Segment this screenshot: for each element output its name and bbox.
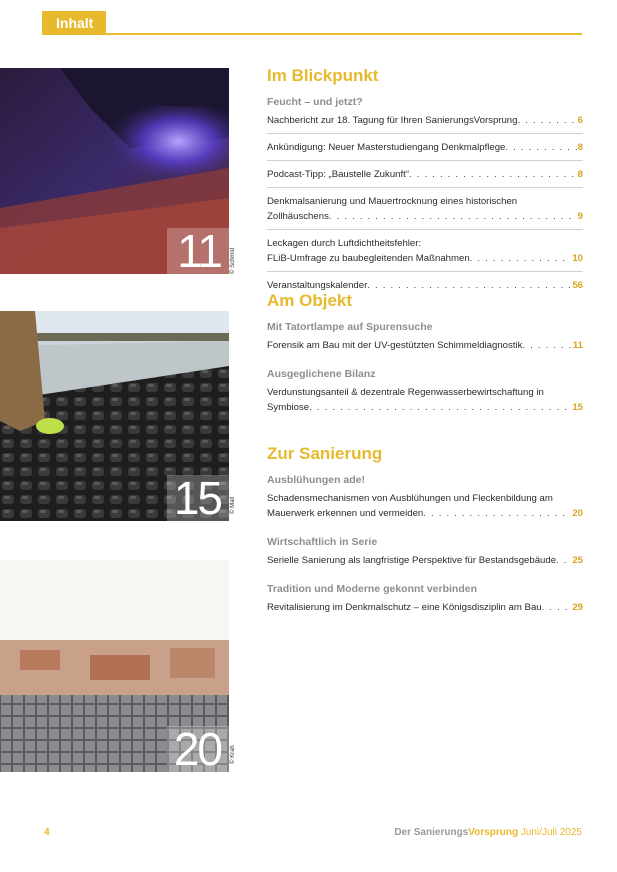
toc-text: Ankündigung: Neuer Masterstudiengang Denkmalpflege [267,142,506,153]
toc-text: Verdunstungsanteil & dezentrale Regenwasserbewirtschaftung in [267,387,544,398]
toc-page: 6 [577,115,583,126]
toc-page: 15 [572,402,583,413]
section-am-objekt [267,291,583,425]
toc-page: 25 [572,555,583,566]
toc-subtitle: Feucht – und jetzt? [267,96,363,108]
toc-page: 11 [572,340,583,351]
photo-page-number: 15 [173,472,221,521]
photo-masonry-wall [0,560,229,772]
toc-text: Veranstaltungskalender [267,280,368,291]
toc-entry[interactable] [267,167,583,182]
toc-text: Revitalisierung im Denkmalschutz – eine Königsdisziplin am Bau [267,602,542,613]
section-title: Zur Sanierung [267,444,383,463]
photo-credit: © Mall [230,496,236,514]
toc-page: 56 [572,280,583,291]
section-title: Am Objekt [267,291,353,310]
toc-text: Schadensmechanismen von Ausblühungen und Fleckenbildung am [267,493,553,504]
toc-text: Leckagen durch Luftdichtheitsfehler: [267,238,422,249]
section-zur-sanierung [267,444,583,625]
magazine-name-part2: Vorsprung [468,827,519,838]
toc-entry[interactable] [267,236,583,266]
magazine-name-part1: Der Sanierungs [394,827,469,838]
toc-entry[interactable] [267,367,583,415]
toc-page: 29 [572,602,583,613]
toc-text: Zollhäuschens [267,211,329,222]
footer-page-number: 4 [44,827,50,838]
photo-page-number: 20 [173,723,221,772]
toc-page: 8 [577,169,583,180]
toc-subtitle: Tradition und Moderne gekonnt verbinden [267,583,478,595]
footer-magazine [394,827,582,838]
toc-entry[interactable] [267,95,583,128]
photo-credit: © Krah [230,745,236,764]
toc-subtitle: Ausblühungen ade! [267,474,365,486]
toc-subtitle: Mit Tatortlampe auf Spurensuche [267,321,433,333]
toc-page: 8 [577,142,583,153]
toc-subtitle: Ausgeglichene Bilanz [267,368,376,380]
photo-drainage-mats [0,311,229,521]
section-title: Im Blickpunkt [267,66,379,85]
toc-entry[interactable] [267,140,583,155]
toc-text: Mauerwerk erkennen und vermeiden [267,508,424,519]
toc-text: Serielle Sanierung als langfristige Perspektive für Bestandsgebäude [267,555,557,566]
section-im-blickpunkt [267,66,583,303]
toc-entry[interactable] [267,473,583,521]
toc-entry[interactable] [267,535,583,568]
toc-entry[interactable] [267,320,583,353]
toc-page: 20 [572,508,583,519]
photo-credit: © Schmid [230,247,236,274]
toc-text: Symbiose [267,402,310,413]
toc-entry[interactable] [267,194,583,224]
photo-uv-window [0,68,229,274]
photo-page-number: 11 [177,225,221,274]
toc-text: Podcast-Tipp: „Baustelle Zukunft“ [267,169,410,180]
toc-text: FLiB-Umfrage zu baubegleitenden Maßnahmen [267,253,470,264]
issue-date: Juni/Juli 2025 [520,827,582,838]
header-rule [42,33,582,35]
toc-text: Denkmalsanierung und Mauertrocknung eines historischen [267,196,518,207]
toc-entry[interactable] [267,582,583,615]
toc-text: Forensik am Bau mit der UV-gestützten Schimmeldiagnostik [267,340,523,351]
section-tab-inhalt: Inhalt [42,11,106,35]
toc-text: Nachbericht zur 18. Tagung für Ihren SanierungsVorsprung [267,115,518,126]
toc-page: 10 [572,253,583,264]
toc-subtitle: Wirtschaftlich in Serie [267,536,378,548]
toc-page: 9 [577,211,583,222]
